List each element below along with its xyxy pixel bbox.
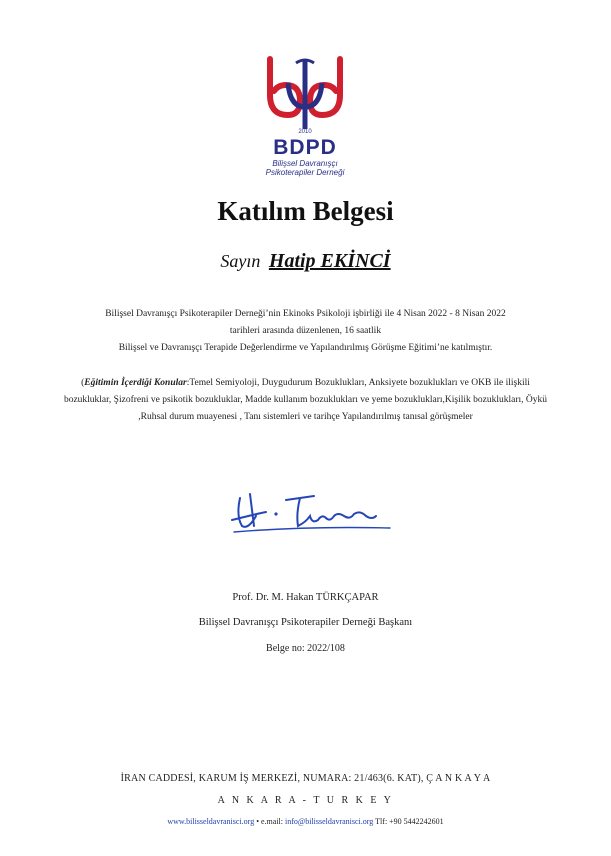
email-label: • e.mail: [254, 817, 285, 826]
logo-abbreviation: BDPD [273, 136, 337, 159]
document-number: Belge no: 2022/108 [266, 643, 345, 654]
certificate-title: Katılım Belgesi [217, 196, 394, 226]
logo-subtitle-line2: Psikoterapiler Derneği [265, 168, 345, 177]
topics-open-paren: ( [81, 378, 85, 388]
statement-line-3: Bilişsel ve Davranışçı Terapide Değerlendirme ve Yapılandırılmış Görüşme Eğitimi’ne katılmıştır. [118, 343, 493, 353]
salutation: Sayın [220, 251, 261, 271]
footer-address-line1: İRAN CADDESİ, KARUM İŞ MERKEZİ, NUMARA: 21/463(6. KAT), Ç A N K A Y A [120, 773, 491, 784]
participation-statement [60, 306, 551, 357]
topics-label: Eğitimin İçerdiği Konular [84, 378, 187, 388]
topics-text: :Temel Semiyoloji, Duygudurum Bozuklukları, Anksiyete bozuklukları ve OKB ile ilişkili bozukluklar, Şizofreni ve psikotik bozukluklar, Madde kullanım bozuklukları ve yeme bozuklukları,Kişilik bozuklukları, Öykü ,Ruhsal durum muayenesi , Tanı sistemleri ve tarihçe Yapılandırılmış tanısal görüşmeler [63, 378, 548, 422]
statement-line-1: Bilişsel Davranışçı Psikoterapiler Derneği’nin Ekinoks Psikoloji işbirliği ile 4 Nisan 2022 - 8 Nisan 2022 [105, 309, 506, 319]
training-topics [60, 375, 551, 426]
bdpd-logo [250, 55, 360, 185]
website-link[interactable]: www.bilisseldavranisci.org [167, 817, 255, 826]
footer-address-line2: A N K A R A - T U R K E Y [217, 795, 394, 806]
logo-emblem-icon [260, 55, 350, 133]
signer-role: Bilişsel Davranışçı Psikoterapiler Derneği Başkanı [198, 617, 413, 628]
logo-subtitle-line1: Bilişsel Davranışçı [272, 159, 338, 168]
signer-name: Prof. Dr. M. Hakan TÜRKÇAPAR [232, 592, 379, 603]
logo-year: 2010 [298, 129, 312, 135]
logo-text [250, 137, 360, 177]
recipient-line [0, 250, 611, 273]
statement-line-2: tarihleri arasında düzenlenen, 16 saatlik [229, 326, 382, 336]
recipient-name: Hatip EKİNCİ [268, 250, 391, 272]
footer-contact [0, 817, 611, 826]
handwritten-signature [226, 486, 396, 536]
phone-number: Tlf: +90 5442242601 [373, 817, 444, 826]
email-link[interactable]: info@bilisseldavranisci.org [284, 817, 374, 826]
